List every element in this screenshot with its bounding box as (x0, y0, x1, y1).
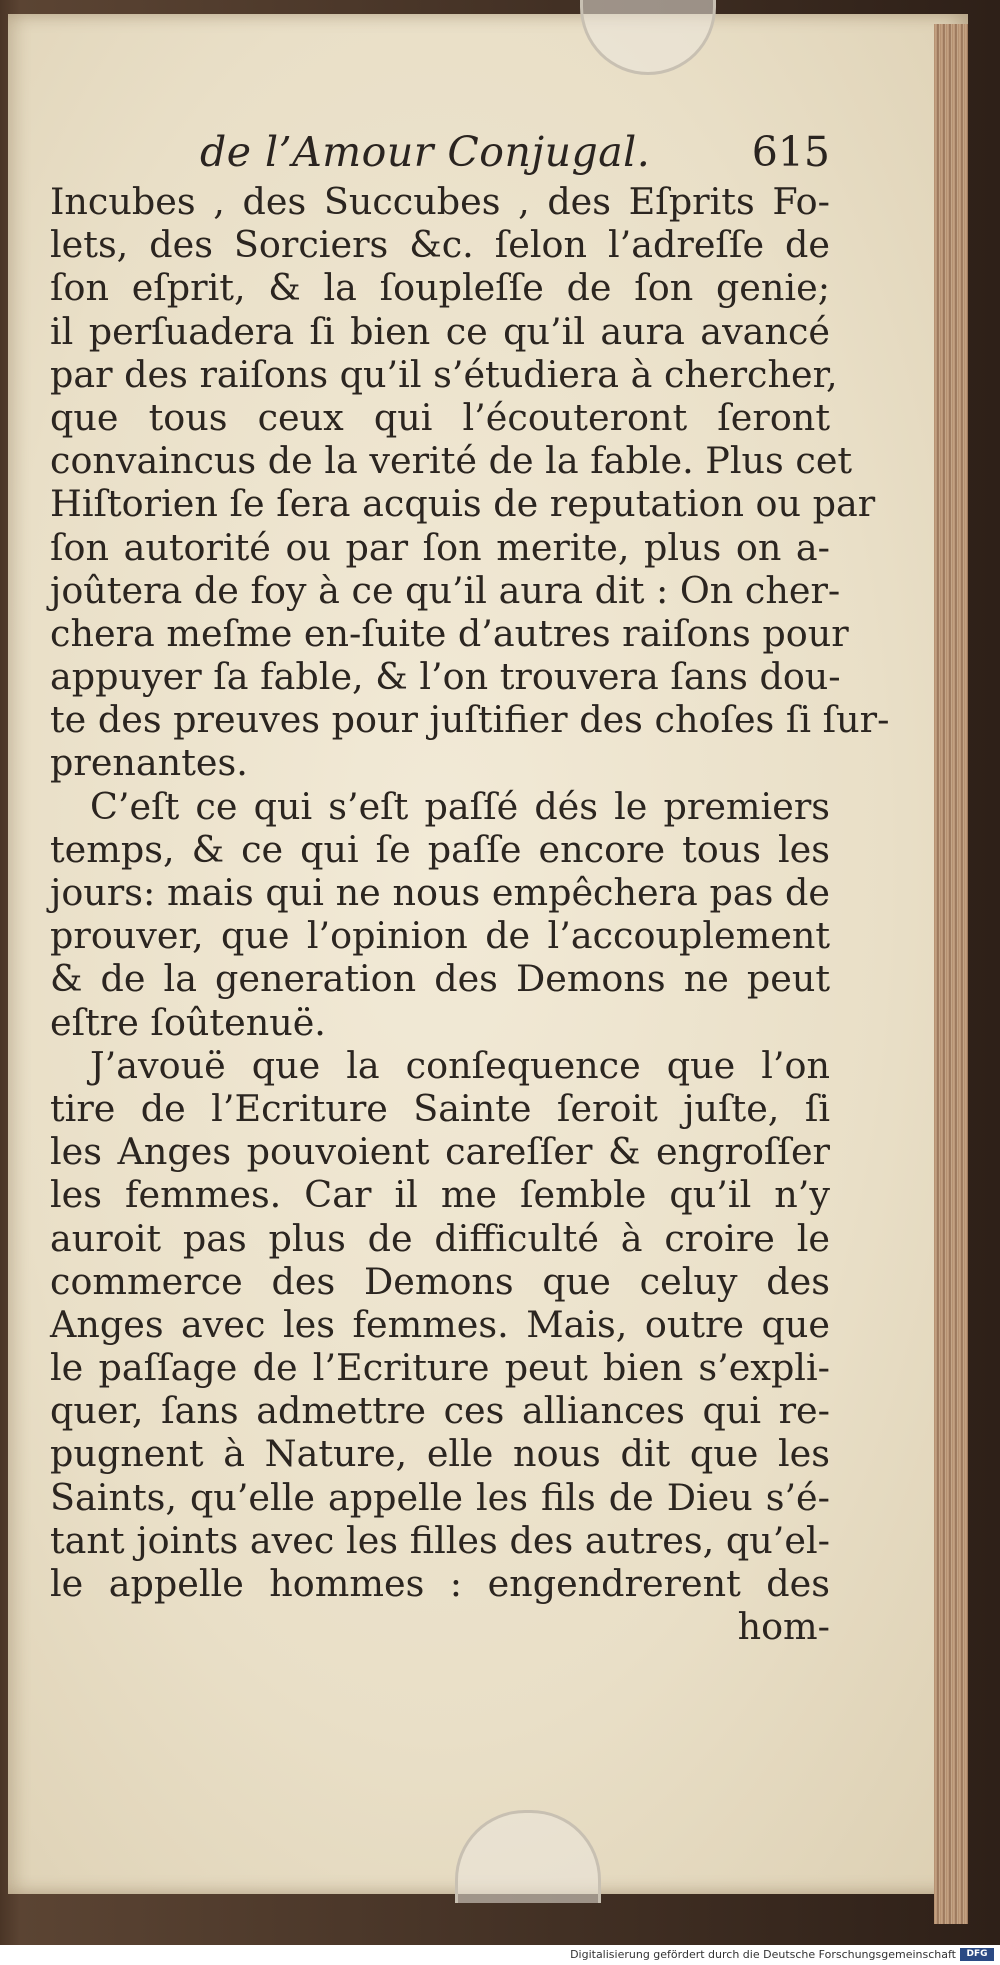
text-line: & de la generation des Demons ne peut (50, 957, 830, 1001)
text-line: temps, & ce qui ſe paſſe encore tous les (50, 827, 830, 871)
text-line: jours: mais qui ne nous empêchera pas de (50, 871, 830, 914)
digitization-footer (0, 1945, 1000, 1965)
text-line: chera meſme en-ſuite d’autres raiſons pour (50, 611, 849, 655)
text-line: J’avouë que la conſequence que l’on (90, 1043, 830, 1087)
running-head: de l’Amour Conjugal. (200, 128, 651, 176)
text-line: prouver, que l’opinion de l’accouplement (50, 914, 830, 958)
text-line: tire de l’Ecriture Sainte ſeroit juſte, ſi (50, 1086, 830, 1130)
text-line: Anges avec les femmes. Mais, outre que (50, 1302, 830, 1346)
catchword: hom- (737, 1605, 830, 1649)
funding-credit: Digitalisierung gefördert durch die Deutsche Forschungsgemeinschaft (570, 1948, 956, 1961)
text-line: les Anges pouvoient careſſer & engroſſer (50, 1130, 830, 1174)
text-line: eſtre ſoûtenuë. (50, 1000, 326, 1044)
text-line: auroit pas plus de difficulté à croire le (50, 1216, 830, 1260)
text-line: le paſſage de l’Ecriture peut bien s’expli- (50, 1346, 830, 1390)
dfg-logo: DFG (960, 1948, 994, 1961)
page-header (50, 128, 830, 188)
text-line: Saints, qu’elle appelle les fils de Dieu s’é- (50, 1475, 830, 1519)
text-line: Incubes , des Succubes , des Eſprits Fo- (50, 180, 830, 223)
body-text (50, 180, 890, 1649)
text-line: commerce des Demons que celuy des (50, 1259, 830, 1303)
text-line: prenantes. (50, 741, 248, 785)
text-line: pugnent à Nature, elle nous dit que les (50, 1432, 830, 1476)
text-line: que tous ceux qui l’écouteront ſeront (50, 395, 830, 439)
text-line: joûtera de foy à ce qu’il aura dit : On cher- (50, 568, 841, 612)
text-line: lets, des Sorciers &c. ſelon l’adreſſe de (50, 223, 830, 267)
text-line: te des preuves pour juſtifier des choſes ſi ſur- (50, 698, 890, 742)
text-line: ſon autorité ou par ſon merite, plus on a- (50, 525, 830, 569)
page-edge (934, 24, 968, 1924)
text-line: C’eſt ce qui s’eſt paſſé dés le premiers (90, 784, 830, 828)
text-line: par des raiſons qu’il s’étudiera à chercher, (50, 352, 838, 396)
text-line: il perſuadera ſi bien ce qu’il aura avancé (50, 309, 830, 353)
text-line: les femmes. Car il me ſemble qu’il n’y (50, 1173, 830, 1217)
text-line: Hiſtorien ſe ſera acquis de reputation ou par (50, 482, 876, 526)
text-line: convaincus de la verité de la fable. Plus cet (50, 439, 853, 483)
text-line: le appelle hommes : engendrerent des (50, 1562, 830, 1605)
text-line: ſon eſprit, & la ſoupleſſe de ſon genie; (50, 266, 830, 310)
page-number: 615 (751, 128, 830, 176)
text-line: tant joints avec les filles des autres, qu’el- (50, 1518, 830, 1562)
text-line: quer, ſans admettre ces alliances qui re- (50, 1389, 830, 1433)
text-line: appuyer ſa fable, & l’on trouvera ſans dou- (50, 655, 841, 699)
